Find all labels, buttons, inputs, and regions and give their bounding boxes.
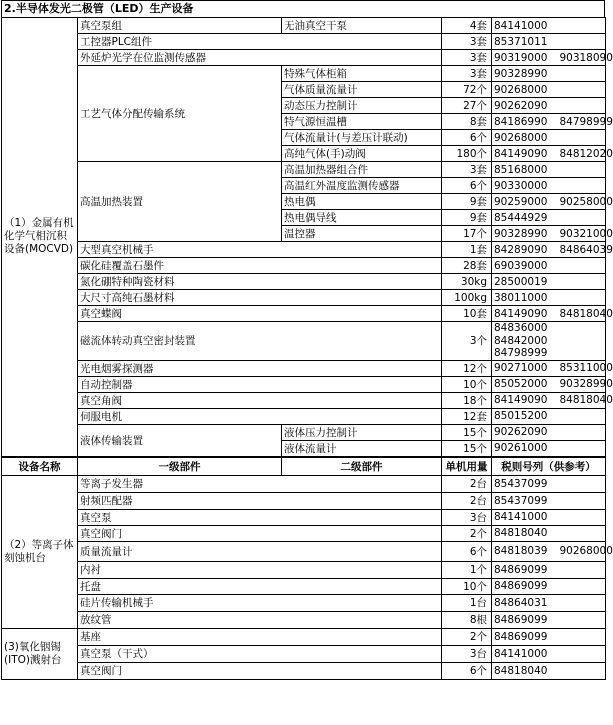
- unit-qty: 2个: [442, 628, 492, 645]
- tariff-cell: [492, 18, 606, 34]
- tariff-code: 84869099: [494, 563, 548, 576]
- unit-qty: 30kg: [442, 274, 492, 290]
- tariff-cell: [492, 376, 613, 392]
- tariff-codes: [494, 36, 603, 48]
- unit-qty: 3台: [442, 509, 492, 525]
- tariff-cell: [492, 242, 613, 258]
- tariff-codes: [494, 260, 603, 272]
- unit-qty: 3台: [442, 645, 492, 662]
- tariff-codes: [494, 292, 603, 304]
- col-level1: 一级部件: [78, 457, 282, 475]
- tariff-code: 90262090: [494, 426, 548, 439]
- tariff-cell: [492, 509, 606, 525]
- table-row: [2, 162, 606, 178]
- table-row: [2, 258, 606, 274]
- table-row: [2, 322, 606, 361]
- unit-qty: 1套: [442, 242, 492, 258]
- level2-part: 液体压力控制计: [282, 424, 442, 440]
- tariff-code: 85437099: [494, 477, 548, 490]
- tariff-codes: [494, 195, 613, 208]
- tariff-cell: [492, 561, 606, 578]
- level1-part: 液体传输装置: [78, 424, 282, 456]
- tariff-code: 84798999: [494, 347, 548, 360]
- level1-part: 真空阀门: [78, 525, 442, 541]
- tariff-cell: [492, 360, 613, 376]
- tariff-code: 84842000: [494, 334, 548, 347]
- tariff-cell: [492, 98, 606, 114]
- tariff-cell: [492, 424, 606, 440]
- level1-part: 大尺寸高纯石墨材料: [78, 290, 442, 306]
- tariff-code: 84818040: [559, 307, 613, 320]
- col-tariff: 税则号列（供参考）: [492, 457, 606, 475]
- tariff-code: 90328990: [494, 227, 548, 240]
- tariff-code: 69039000: [494, 259, 548, 272]
- tariff-code: 90271000: [494, 362, 548, 375]
- tariff-cell: [492, 475, 606, 492]
- level2-part: 无油真空干泵: [282, 18, 442, 34]
- tariff-code: 84289090: [494, 243, 548, 256]
- tariff-cell: [492, 611, 606, 628]
- unit-qty: 6个: [442, 662, 492, 679]
- level2-part: 气体质量流量计: [282, 82, 442, 98]
- tariff-cell: [492, 210, 606, 226]
- tariff-codes: [494, 51, 613, 64]
- level1-part: 伺服电机: [78, 408, 442, 424]
- table-row: [2, 66, 606, 82]
- unit-qty: 2台: [442, 475, 492, 492]
- table-row: [2, 360, 606, 376]
- tariff-cell: [492, 66, 606, 82]
- table-row: [2, 475, 606, 492]
- device-ito-sputter: (3)氧化铟锡(ITO)溅射台: [2, 628, 78, 679]
- tariff-code: 84864031: [494, 596, 548, 609]
- tariff-codes: [494, 442, 603, 454]
- table-row: [2, 392, 606, 408]
- tariff-codes: [494, 68, 603, 80]
- unit-qty: 9套: [442, 194, 492, 210]
- tariff-codes: [494, 307, 613, 320]
- tariff-codes: [494, 527, 603, 539]
- level1-part: 磁流体转动真空密封装置: [78, 322, 442, 361]
- doc-title: 2.半导体发光二极管（LED）生产设备: [1, 0, 605, 17]
- tariff-codes: [494, 564, 603, 576]
- tariff-cell: [492, 645, 606, 662]
- level2-part: 气体流量计(与差压计联动): [282, 130, 442, 146]
- tariff-cell: [492, 82, 606, 98]
- unit-qty: 3套: [442, 66, 492, 82]
- level1-part: 硅片传输机械手: [78, 594, 442, 611]
- unit-qty: 15个: [442, 424, 492, 440]
- level2-part: 高温红外温度监测传感器: [282, 178, 442, 194]
- tariff-code: 84818040: [494, 527, 548, 540]
- tariff-code: 90319000: [494, 51, 548, 64]
- tariff-codes: [494, 243, 613, 256]
- tariff-code: 90318090: [559, 51, 613, 64]
- tariff-code: 90259000: [494, 195, 548, 208]
- tariff-cell: [492, 162, 606, 178]
- table-row: [2, 611, 606, 628]
- tariff-cell: [492, 34, 606, 50]
- unit-qty: 12套: [442, 408, 492, 424]
- tariff-code: 84818039: [494, 545, 548, 558]
- level1-part: 真空蝶阀: [78, 306, 442, 322]
- level2-part: 液体流量计: [282, 440, 442, 456]
- level2-part: 动态压力控制计: [282, 98, 442, 114]
- tariff-code: 90258000: [559, 195, 613, 208]
- tariff-code: 90268000: [494, 131, 548, 144]
- table-row: [2, 242, 606, 258]
- tariff-code: 90328990: [559, 378, 613, 391]
- tariff-code: 85052000: [494, 378, 548, 391]
- level2-part: 高纯气体(手)动阀: [282, 146, 442, 162]
- tariff-codes: [494, 212, 603, 224]
- tariff-code: 90268000: [559, 545, 613, 558]
- tariff-cell: [492, 628, 606, 645]
- tariff-code: 84869099: [494, 630, 548, 643]
- tariff-code: 90268000: [494, 83, 548, 96]
- tariff-cell: [492, 492, 606, 509]
- tariff-cell: [492, 525, 606, 541]
- tariff-cell: [492, 114, 613, 130]
- tariff-cell: [492, 594, 606, 611]
- unit-qty: 28套: [442, 258, 492, 274]
- level2-part: 热电偶: [282, 194, 442, 210]
- tariff-code: 85371011: [494, 35, 548, 48]
- table-etch-ito: [1, 457, 613, 680]
- tariff-cell: [492, 226, 613, 242]
- tariff-code: 28500019: [494, 275, 548, 288]
- table-row: [2, 50, 606, 66]
- document: [1, 0, 613, 680]
- tariff-code: 85168000: [494, 163, 548, 176]
- tariff-code: 84818040: [494, 664, 548, 677]
- table-row: [2, 541, 606, 561]
- unit-qty: 6个: [442, 178, 492, 194]
- table-row: [2, 578, 606, 594]
- level1-part: 真空阀门: [78, 662, 442, 679]
- unit-qty: 3个: [442, 322, 492, 361]
- tariff-code: 85015200: [494, 410, 548, 423]
- tariff-codes: [494, 410, 603, 422]
- tariff-cell: [492, 306, 613, 322]
- tariff-cell: [492, 408, 606, 424]
- tariff-code: 84869099: [494, 613, 548, 626]
- tariff-code: 38011000: [494, 291, 548, 304]
- unit-qty: 4套: [442, 18, 492, 34]
- tariff-code: 84812020: [559, 147, 613, 160]
- tariff-cell: [492, 50, 613, 66]
- unit-qty: 180个: [442, 146, 492, 162]
- tariff-codes: [494, 378, 613, 391]
- tariff-cell: [492, 322, 606, 361]
- table-row: [2, 424, 606, 440]
- tariff-code: 84798999: [559, 115, 613, 128]
- device-name: （1）金属有机化学气相沉积设备(MOCVD): [2, 18, 78, 457]
- table-row: [2, 594, 606, 611]
- table-row: [2, 492, 606, 509]
- unit-qty: 18个: [442, 392, 492, 408]
- level1-part: 高温加热装置: [78, 162, 282, 242]
- tariff-codes: [494, 580, 603, 592]
- unit-qty: 3套: [442, 162, 492, 178]
- tariff-code: 85437099: [494, 494, 548, 507]
- tariff-code: 90328990: [494, 67, 548, 80]
- level2-part: 特殊气体柜箱: [282, 66, 442, 82]
- tariff-cell: [492, 440, 606, 456]
- unit-qty: 1个: [442, 561, 492, 578]
- tariff-cell: [492, 662, 606, 679]
- col-level2: 二级部件: [282, 457, 442, 475]
- tariff-code: 84149090: [494, 394, 548, 407]
- table-row: [2, 662, 606, 679]
- unit-qty: 6个: [442, 541, 492, 561]
- tariff-codes: [494, 665, 603, 677]
- level1-part: 工艺气体分配传输系统: [78, 66, 282, 162]
- level1-part: 大型真空机械手: [78, 242, 442, 258]
- tariff-codes: [494, 84, 603, 96]
- tariff-code: 85444929: [494, 211, 548, 224]
- tariff-codes: [494, 545, 613, 558]
- table-header-row: [2, 457, 606, 475]
- level1-part: 真空泵: [78, 509, 442, 525]
- tariff-codes: [494, 495, 603, 507]
- unit-qty: 10套: [442, 306, 492, 322]
- tariff-codes: [494, 115, 613, 128]
- tariff-codes: [494, 227, 613, 240]
- tariff-codes: [494, 614, 603, 626]
- unit-qty: 10个: [442, 578, 492, 594]
- tariff-code: 90261000: [494, 442, 548, 455]
- tariff-code: 90330000: [494, 179, 548, 192]
- level1-part: 真空泵组: [78, 18, 282, 34]
- level1-part: 托盘: [78, 578, 442, 594]
- table-row: [2, 561, 606, 578]
- table-row: [2, 376, 606, 392]
- tariff-cell: [492, 541, 613, 561]
- level1-part: 放纹管: [78, 611, 442, 628]
- tariff-code: 85311000: [559, 362, 613, 375]
- tariff-code: 84141000: [494, 647, 548, 660]
- tariff-code: 84186990: [494, 115, 548, 128]
- tariff-codes: [494, 322, 603, 360]
- tariff-codes: [494, 180, 603, 192]
- tariff-codes: [494, 648, 603, 660]
- tariff-code: 84836000: [494, 322, 548, 334]
- unit-qty: 2台: [442, 492, 492, 509]
- unit-qty: 15个: [442, 440, 492, 456]
- tariff-codes: [494, 597, 603, 609]
- level1-part: 真空泵（干式）: [78, 645, 442, 662]
- table-row: [2, 509, 606, 525]
- tariff-codes: [494, 132, 603, 144]
- unit-qty: 8根: [442, 611, 492, 628]
- table-row: [2, 645, 606, 662]
- level1-part: 质量流量计: [78, 541, 442, 561]
- tariff-cell: [492, 178, 606, 194]
- table-row: [2, 274, 606, 290]
- unit-qty: 3套: [442, 34, 492, 50]
- tariff-cell: [492, 578, 606, 594]
- tariff-codes: [494, 511, 603, 523]
- tariff-code: 84864039: [559, 243, 613, 256]
- unit-qty: 6个: [442, 130, 492, 146]
- tariff-cell: [492, 290, 606, 306]
- tariff-code: 90262090: [494, 99, 548, 112]
- tariff-codes: [494, 276, 603, 288]
- unit-qty: 8套: [442, 114, 492, 130]
- level2-part: 特气源恒温槽: [282, 114, 442, 130]
- level1-part: 自动控制器: [78, 376, 442, 392]
- tariff-codes: [494, 426, 603, 438]
- device-plasma-etch: （2）等离子体刻蚀机台: [2, 475, 78, 628]
- tariff-code: 90321000: [559, 227, 613, 240]
- level1-part: 基座: [78, 628, 442, 645]
- tariff-code: 84141000: [494, 511, 548, 524]
- col-device-name: 设备名称: [2, 457, 78, 475]
- level1-part: 真空角阀: [78, 392, 442, 408]
- level2-part: 高温加热器组合件: [282, 162, 442, 178]
- tariff-codes: [494, 631, 603, 643]
- unit-qty: 100kg: [442, 290, 492, 306]
- level2-part: 热电偶导线: [282, 210, 442, 226]
- tariff-code: 84149090: [494, 307, 548, 320]
- tariff-codes: [494, 362, 613, 375]
- tariff-cell: [492, 130, 606, 146]
- level1-part: 内衬: [78, 561, 442, 578]
- level1-part: 外延炉光学在位监测传感器: [78, 50, 442, 66]
- col-qty: 单机用量: [442, 457, 492, 475]
- tariff-code: 84869099: [494, 580, 548, 593]
- unit-qty: 17个: [442, 226, 492, 242]
- table-row: [2, 18, 606, 34]
- tariff-codes: [494, 147, 613, 160]
- table-row: [2, 408, 606, 424]
- level2-part: 温控器: [282, 226, 442, 242]
- tariff-code: 84149090: [494, 147, 548, 160]
- tariff-cell: [492, 194, 613, 210]
- tariff-codes: [494, 164, 603, 176]
- table-row: [2, 628, 606, 645]
- tariff-code: 84141000: [494, 19, 548, 32]
- table-row: [2, 306, 606, 322]
- tariff-codes: [494, 394, 613, 407]
- tariff-code: 84818040: [559, 394, 613, 407]
- table-row: [2, 34, 606, 50]
- unit-qty: 9套: [442, 210, 492, 226]
- level1-part: 射频匹配器: [78, 492, 442, 509]
- unit-qty: 2个: [442, 525, 492, 541]
- level1-part: 碳化硅覆盖石墨件: [78, 258, 442, 274]
- tariff-codes: [494, 478, 603, 490]
- tariff-cell: [492, 274, 606, 290]
- tariff-codes: [494, 20, 603, 32]
- level1-part: 工控器PLC组件: [78, 34, 442, 50]
- tariff-cell: [492, 258, 606, 274]
- level1-part: 等离子发生器: [78, 475, 442, 492]
- tariff-codes: [494, 100, 603, 112]
- unit-qty: 3套: [442, 50, 492, 66]
- level1-part: 光电烟雾探测器: [78, 360, 442, 376]
- level1-part: 氮化硼特种陶瓷材料: [78, 274, 442, 290]
- unit-qty: 27个: [442, 98, 492, 114]
- unit-qty: 72个: [442, 82, 492, 98]
- tariff-cell: [492, 146, 613, 162]
- tariff-cell: [492, 392, 613, 408]
- table-row: [2, 290, 606, 306]
- table-row: [2, 525, 606, 541]
- table-mocvd: [1, 17, 613, 457]
- unit-qty: 10个: [442, 376, 492, 392]
- unit-qty: 1台: [442, 594, 492, 611]
- unit-qty: 12个: [442, 360, 492, 376]
